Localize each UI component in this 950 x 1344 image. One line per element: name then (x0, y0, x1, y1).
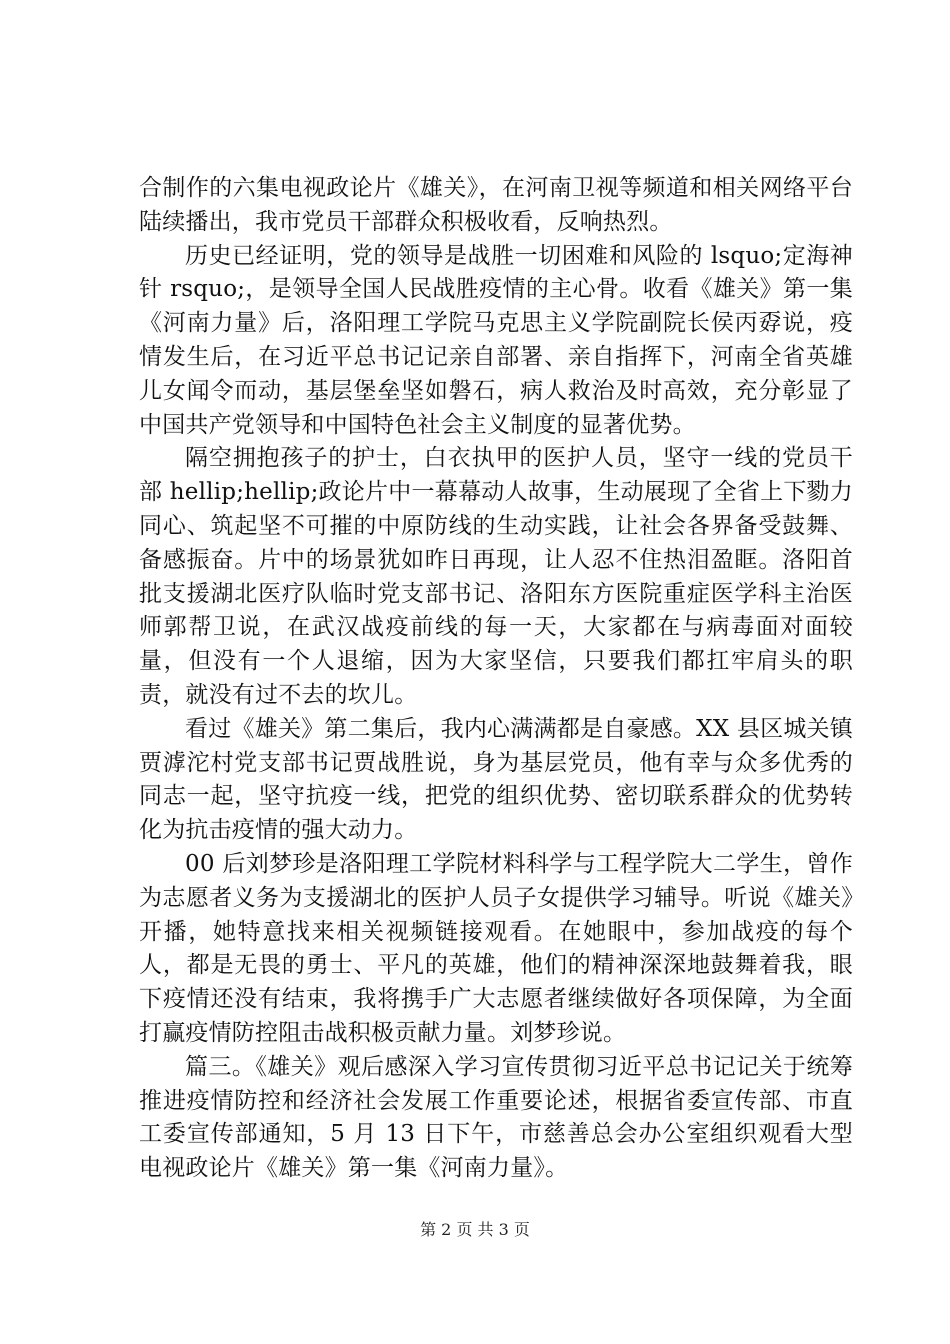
page-footer: 第 2 页 共 3 页 (420, 1220, 530, 1239)
paragraph: 篇三。《雄关》观后感深入学习宣传贯彻习近平总书记记关于统筹推进疫情防控和经济社会发展工作重要论述，根据省委宣传部、市直工委宣传部通知，5 月 13 日下午，市慈善总会办公室组织观看大型电视政论片《雄关》第一集《河南力量》。 (139, 1053, 853, 1182)
document-body (139, 172, 853, 1186)
paragraph-continuation: 合制作的六集电视政论片《雄关》，在河南卫视等频道和相关网络平台陆续播出，我市党员干部群众积极收看，反响热烈。 (139, 175, 853, 235)
paragraph: 看过《雄关》第二集后，我内心满满都是自豪感。XX 县区城关镇贾滹沱村党支部书记贾战胜说，身为基层党员，他有幸与众多优秀的同志一起，坚守抗疫一线，把党的组织优势、密切联系群众的优势转化为抗击疫情的强大动力。 (139, 715, 853, 844)
paragraph: 历史已经证明，党的领导是战胜一切困难和风险的 lsquo;定海神针 rsquo;，是领导全国人民战胜疫情的主心骨。收看《雄关》第一集《河南力量》后，洛阳理工学院马克思主义学院副院长侯丙孬说，疫情发生后，在习近平总书记记亲自部署、亲自指挥下，河南全省英雄儿女闻令而动，基层堡垒坚如磐石，病人救治及时高效，充分彰显了中国共产党领导和中国特色社会主义制度的显著优势。 (139, 242, 853, 438)
paragraph: 00 后刘梦珍是洛阳理工学院材料科学与工程学院大二学生，曾作为志愿者义务为支援湖北的医护人员子女提供学习辅导。听说《雄关》开播，她特意找来相关视频链接观看。在她眼中，参加战疫的每个人，都是无畏的勇士、平凡的英雄，他们的精神深深地鼓舞着我，眼下疫情还没有结束，我将携手广大志愿者继续做好各项保障，为全面打赢疫情防控阻击战积极贡献力量。刘梦珍说。 (139, 850, 853, 1046)
paragraph: 隔空拥抱孩子的护士，白衣执甲的医护人员，坚守一线的党员干部 hellip;hellip;政论片中一幕幕动人故事，生动展现了全省上下勠力同心、筑起坚不可摧的中原防线的生动实践，让社会各界备受鼓舞、备感振奋。片中的场景犹如昨日再现，让人忍不住热泪盈眶。洛阳首批支援湖北医疗队临时党支部书记、洛阳东方医院重症医学科主治医师郭帮卫说，在武汉战疫前线的每一天，大家都在与病毒面对面较量，但没有一个人退缩，因为大家坚信，只要我们都扛牢肩头的职责，就没有过不去的坎儿。 (139, 445, 853, 708)
